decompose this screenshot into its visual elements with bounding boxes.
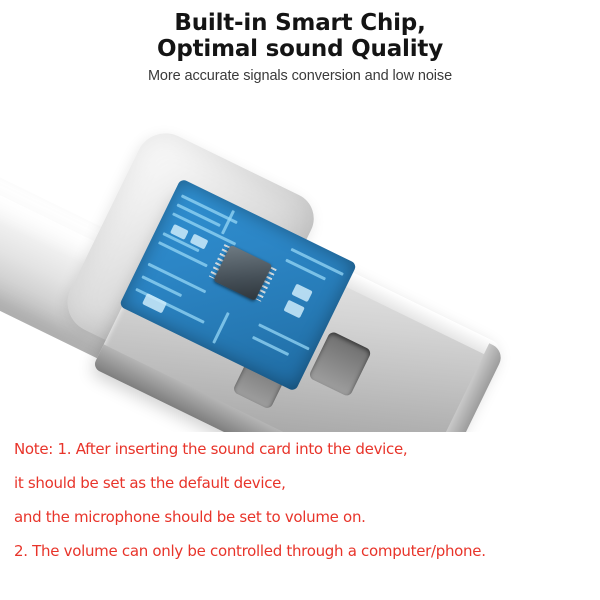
pcb-pad bbox=[142, 293, 167, 313]
pcb-trace bbox=[258, 323, 310, 350]
subheadline: More accurate signals conversion and low noise bbox=[147, 68, 453, 84]
pcb-trace bbox=[176, 203, 220, 227]
header bbox=[0, 0, 600, 84]
shell-tip bbox=[405, 343, 505, 432]
note-line: it should be set as the default device, bbox=[14, 474, 286, 492]
note-line: 2. The volume can only be controlled through a computer/phone. bbox=[14, 542, 486, 560]
pcb-trace bbox=[147, 263, 206, 294]
pcb-trace bbox=[290, 248, 343, 276]
headline-line-1: Built-in Smart Chip, bbox=[174, 10, 426, 36]
pcb-pad bbox=[291, 284, 312, 303]
headline-line-2: Optimal sound Quality bbox=[157, 36, 443, 62]
product-photo bbox=[0, 92, 600, 432]
pcb-pad bbox=[283, 300, 304, 319]
pcb-trace bbox=[212, 312, 230, 344]
note-line: and the microphone should be set to volume on. bbox=[14, 508, 366, 526]
note-line: Note: 1. After inserting the sound card into the device, bbox=[14, 440, 408, 458]
notes-block bbox=[14, 432, 592, 568]
